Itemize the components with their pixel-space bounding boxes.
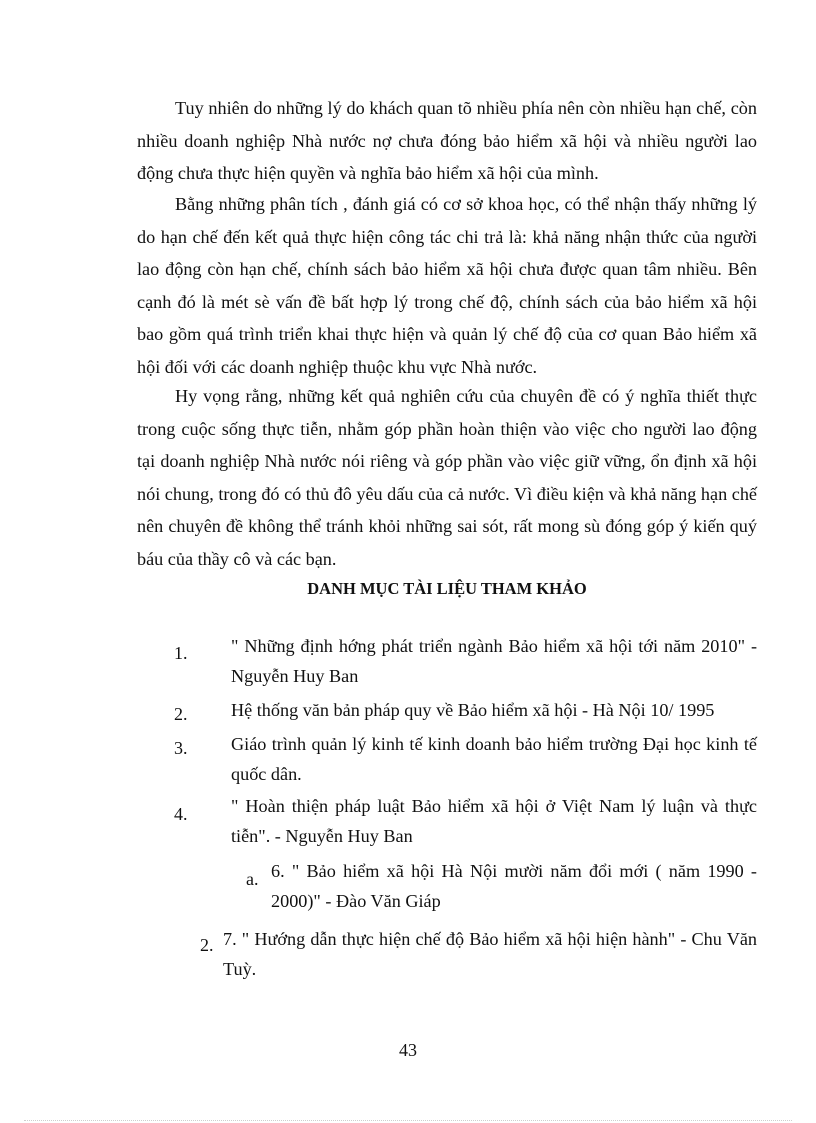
reference-1-text: " Những định hớng phát triển ngành Bảo hiểm xã hội tới năm 2010" - Nguyễn Huy Ban (231, 636, 757, 686)
reference-3-text: Giáo trình quản lý kinh tế kinh doanh bảo hiểm trường Đại học kinh tế quốc dân. (231, 734, 757, 784)
paragraph-3: Hy vọng rằng, những kết quả nghiên cứu của chuyên đề có ý nghĩa thiết thực trong cuộc sống thực tiễn, nhằm góp phần hoàn thiện vào việc cho người lao động tại doanh nghiệp Nhà nước nói riêng và góp phần vào việc giữ vững, ổn định xã hội nói chung, trong đó có thủ đô yêu dấu của cả nước. Vì điều kiện và khả năng hạn chế nên chuyên đề không thể tránh khỏi những sai sót, rất mong sù đóng góp ý kiến quý báu của thầy cô và các bạn. (137, 386, 757, 569)
reference-3-number: 3. (174, 738, 188, 758)
references-heading: DANH MỤC TÀI LIỆU THAM KHẢO (307, 579, 587, 598)
reference-6-text: 7. " Hướng dẫn thực hiện chế độ Bảo hiểm xã hội hiện hành" - Chu Văn Tuỳ. (223, 929, 757, 979)
reference-1-number: 1. (174, 643, 188, 663)
paragraph-1: Tuy nhiên do những lý do khách quan tõ nhiều phía nên còn nhiều hạn chế, còn nhiều doanh nghiệp Nhà nước nợ chưa đóng bảo hiểm xã hội và nhiều người lao động chưa thực hiện quyền và nghĩa bảo hiểm xã hội của mình. (137, 98, 757, 184)
reference-5-text: 6. " Bảo hiểm xã hội Hà Nội mười năm đổi mới ( năm 1990 - 2000)" - Đào Văn Giáp (271, 861, 757, 911)
paragraph-2: Bằng những phân tích , đánh giá có cơ sở khoa học, có thể nhận thấy những lý do hạn chế đến kết quả thực hiện công tác chi trả là: khả năng nhận thức của người lao động còn hạn chế, chính sách bảo hiểm xã hội chưa được quan tâm nhiều. Bên cạnh đó là mét sè vấn đề bất hợp lý trong chế độ, chính sách của bảo hiểm xã hội bao gồm quá trình triển khai thực hiện và quản lý chế độ của cơ quan Bảo hiểm xã hội đối với các doanh nghiệp thuộc khu vực Nhà nước. (137, 194, 757, 377)
reference-4-number: 4. (174, 804, 188, 824)
footer-divider (24, 1120, 792, 1121)
reference-2-number: 2. (174, 704, 188, 724)
reference-5-number: a. (246, 869, 259, 889)
reference-6-number: 2. (200, 935, 214, 955)
reference-2-text: Hệ thống văn bản pháp quy về Bảo hiểm xã hội - Hà Nội 10/ 1995 (231, 700, 715, 720)
page-number: 43 (399, 1040, 417, 1060)
reference-4-text: " Hoàn thiện pháp luật Bảo hiểm xã hội ở Việt Nam lý luận và thực tiễn". - Nguyễn Huy Ban (231, 796, 757, 846)
